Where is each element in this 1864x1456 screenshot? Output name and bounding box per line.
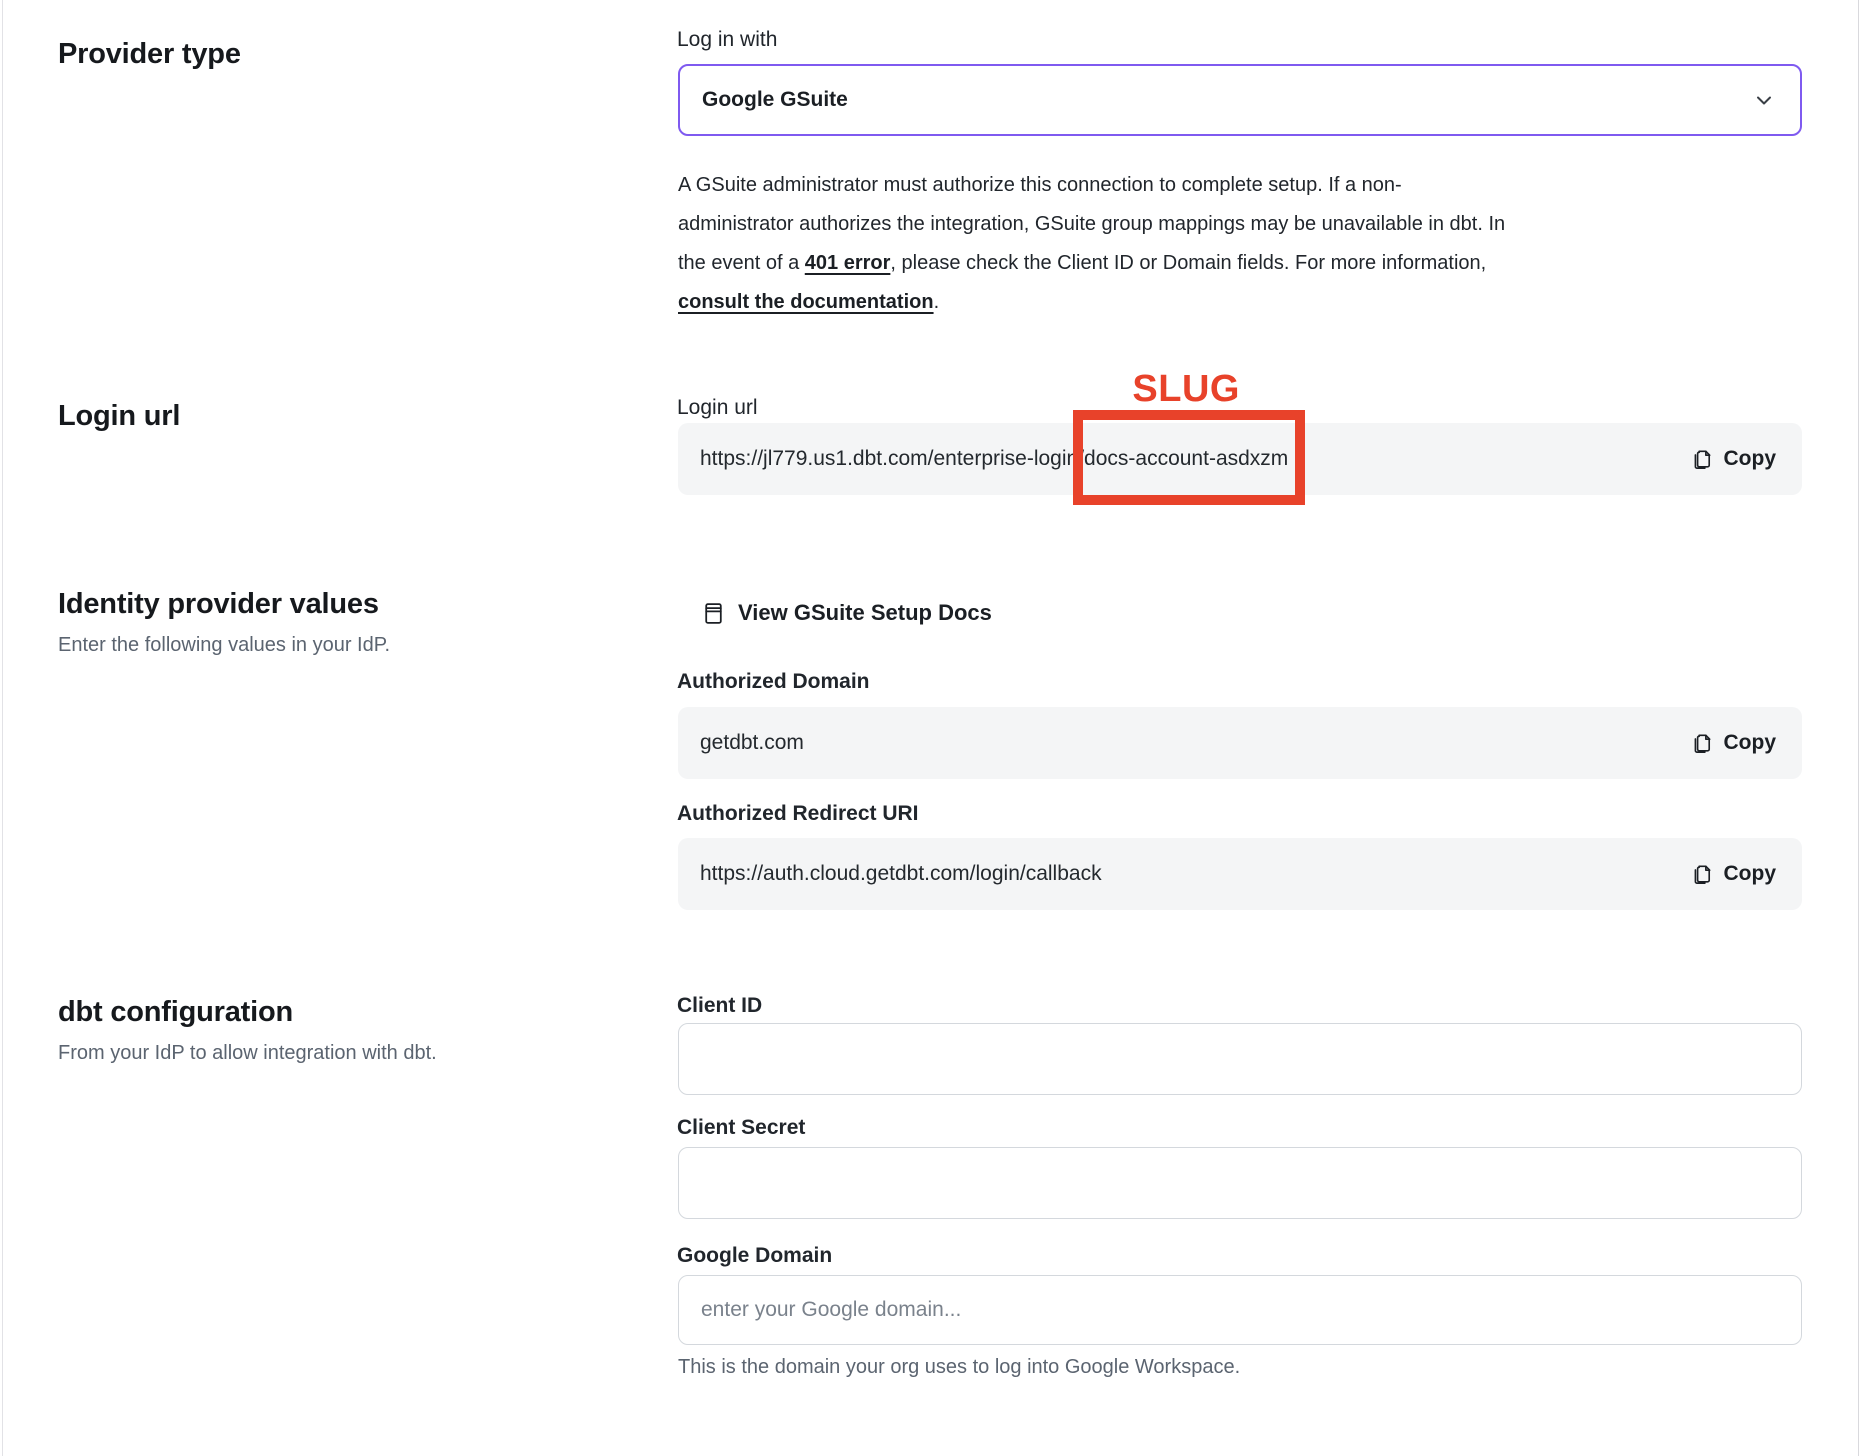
copy-button-label: Copy [1723,731,1776,754]
chevron-down-icon [1752,88,1776,112]
description-text: . [933,291,940,313]
description-text: A GSuite administrator must authorize this connection to complete setup. If a non- [678,174,1402,196]
docs-book-icon [701,601,726,626]
client-id-label: Client ID [677,994,763,1017]
docs-link-label: View GSuite Setup Docs [738,600,992,625]
login-with-label: Log in with [677,28,778,51]
identity-provider-heading: Identity provider values [58,588,379,620]
authorized-domain-label: Authorized Domain [677,670,870,693]
dbt-configuration-heading: dbt configuration [58,996,294,1028]
right-panel-divider [1858,0,1859,1456]
login-url-prefix: https://jl779.us1.dbt.com/enterprise-login/ [700,447,1085,470]
login-url-label: Login url [677,396,758,419]
dbt-configuration-subheading: From your IdP to allow integration with dbt. [58,1042,437,1064]
description-text: administrator authorizes the integration, GSuite group mappings may be unavailable in dbt. In [678,213,1506,235]
identity-provider-subheading: Enter the following values in your IdP. [58,634,391,656]
login-url-heading: Login url [58,400,181,432]
google-domain-helper-text: This is the domain your org uses to log into Google Workspace. [678,1356,1241,1378]
redirect-uri-value: https://auth.cloud.getdbt.com/login/callback [700,862,1102,885]
link-consult-documentation[interactable]: consult the documentation [678,291,934,313]
login-with-selected-value: Google GSuite [702,88,848,111]
left-panel-divider [2,0,3,1456]
view-gsuite-setup-docs-link[interactable] [701,600,992,626]
login-with-select[interactable] [678,64,1802,136]
authorized-domain-copy-button[interactable] [1691,731,1777,755]
login-url-copy-button[interactable] [1691,447,1777,471]
copy-button-label: Copy [1723,862,1776,885]
copy-icon [1691,448,1714,471]
client-secret-label: Client Secret [677,1116,806,1139]
redirect-uri-copy-button[interactable] [1691,862,1777,886]
copy-icon [1691,732,1714,755]
redirect-uri-field [678,838,1802,910]
client-id-input[interactable] [678,1023,1802,1095]
login-url-slug-wrap [1084,368,1289,471]
client-secret-input[interactable] [678,1147,1802,1219]
authorized-domain-value: getdbt.com [700,731,804,754]
login-url-slug: docs-account-asdxzm [1084,447,1289,470]
link-401-error[interactable]: 401 error [804,252,891,274]
google-domain-label: Google Domain [677,1244,833,1267]
authorized-domain-field [678,707,1802,779]
slug-annotation: SLUG [1132,368,1240,410]
redirect-uri-label: Authorized Redirect URI [677,802,919,825]
description-text: , please check the Client ID or Domain fields. For more information, [890,252,1487,274]
description-text: the event of a [678,252,805,274]
provider-description [678,166,1505,322]
copy-icon [1691,863,1714,886]
google-domain-input[interactable] [678,1275,1802,1345]
copy-button-label: Copy [1723,447,1776,470]
provider-type-heading: Provider type [58,38,241,70]
